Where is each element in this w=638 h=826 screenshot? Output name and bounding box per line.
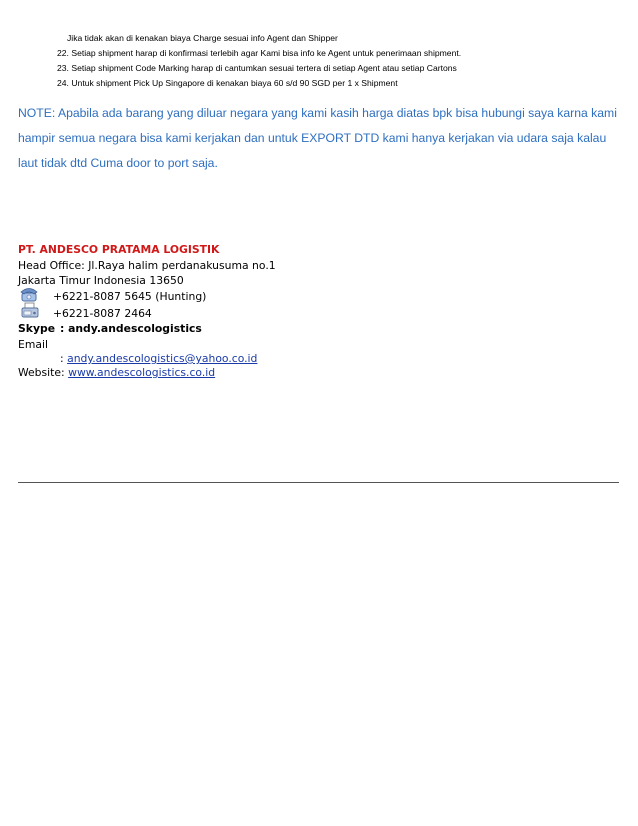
email-label: Email bbox=[18, 338, 48, 351]
terms-item-23: 23. Setiap shipment Code Marking harap di cantumkan sesuai tertera di setiap Agent atau setiap Cartons bbox=[57, 63, 457, 73]
website-link[interactable]: www.andescologistics.co.id bbox=[68, 366, 216, 379]
terms-item-22: 22. Setiap shipment harap di konfirmasi terlebih agar Kami bisa info ke Agent untuk penerimaan shipment. bbox=[57, 48, 462, 58]
phone-number: +6221-8087 5645 (Hunting) bbox=[53, 290, 207, 303]
horizontal-divider bbox=[18, 482, 619, 483]
terms-item-24: 24. Untuk shipment Pick Up Singapore di kenakan biaya 60 s/d 90 SGD per 1 x Shipment bbox=[57, 78, 398, 88]
email-link[interactable]: andy.andescologistics@yahoo.co.id bbox=[67, 352, 258, 365]
note-paragraph: NOTE: Apabila ada barang yang diluar negara yang kami kasih harga diatas bpk bisa hubungi saya karna kami hampir semua negara bisa kami kerjakan dan untuk EXPORT DTD kami hanya kerjakan via udara saja kalau laut tidak dtd Cuma door to port saja. bbox=[18, 106, 617, 170]
company-name: PT. ANDESCO PRATAMA LOGISTIK bbox=[18, 243, 220, 256]
email-colon: : bbox=[60, 352, 68, 365]
terms-line-top: Jika tidak akan di kenakan biaya Charge sesuai info Agent dan Shipper bbox=[67, 33, 338, 43]
website-line bbox=[18, 366, 215, 379]
fax-number: +6221-8087 2464 bbox=[53, 307, 152, 320]
skype-label: Skype bbox=[18, 322, 56, 335]
skype-id: : andy.andescologistics bbox=[60, 322, 202, 335]
city-address: Jakarta Timur Indonesia 13650 bbox=[18, 274, 184, 287]
email-line bbox=[60, 352, 257, 365]
telephone-icon bbox=[20, 286, 38, 302]
website-label: Website: bbox=[18, 366, 69, 379]
fax-icon bbox=[21, 302, 39, 320]
head-office-address: Head Office: Jl.Raya halim perdanakusuma no.1 bbox=[18, 259, 276, 272]
